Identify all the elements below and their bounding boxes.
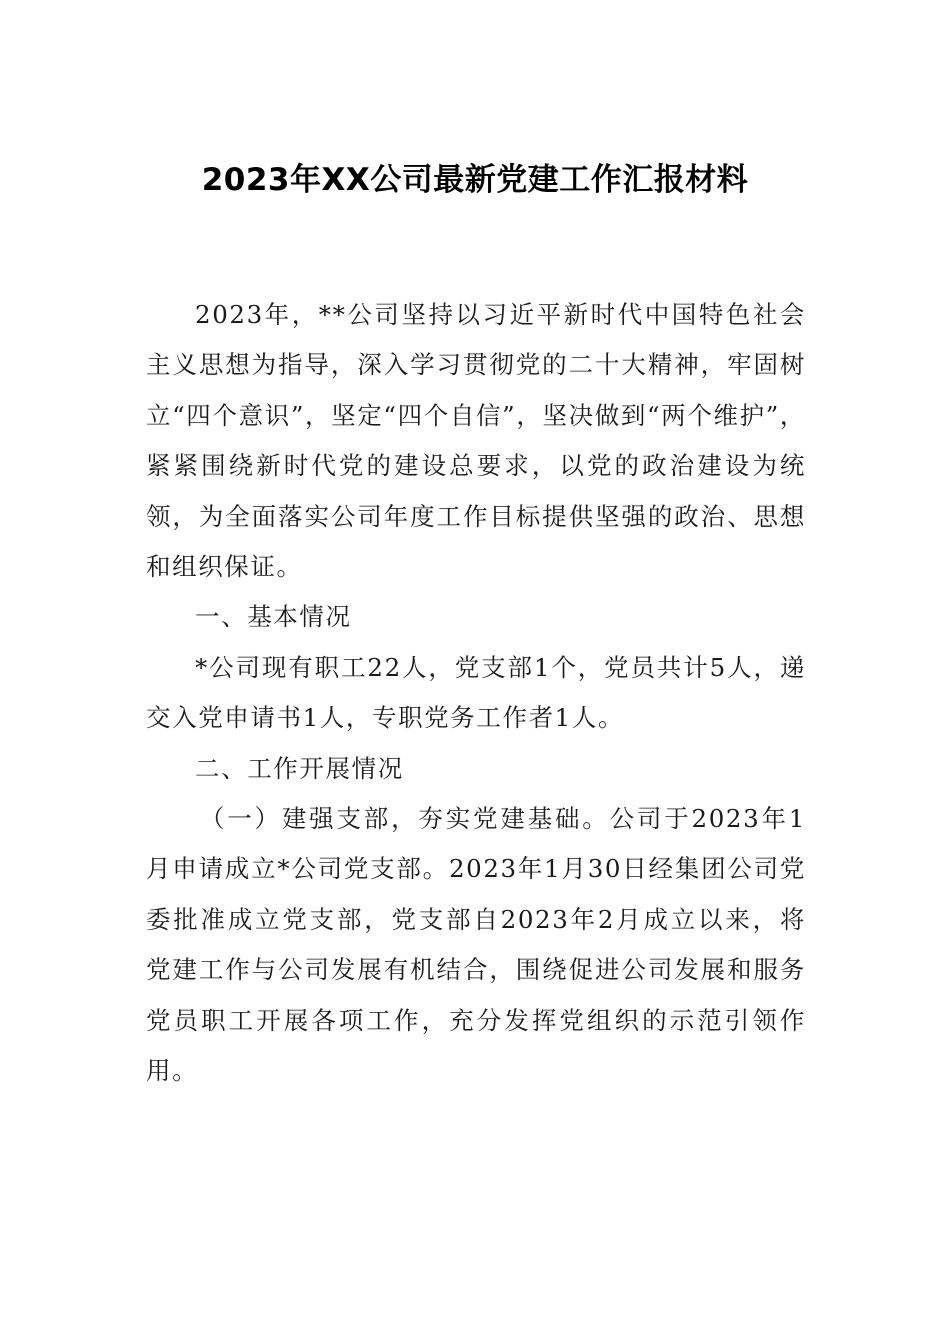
document-body bbox=[146, 290, 806, 1097]
section-heading-work-progress: 二、工作开展情况 bbox=[195, 753, 404, 783]
intro-paragraph: 2023年，**公司坚持以习近平新时代中国特色社会主义思想为指导，深入学习贯彻党的二十大精神，牢固树立“四个意识”，坚定“四个自信”，坚决做到“两个维护”，紧紧围绕新时代党的建设总要求，以党的政治建设为统领，为全面落实公司年度工作目标提供坚强的政治、思想和组织保证。 bbox=[146, 300, 806, 582]
basic-situation-paragraph: *公司现有职工22人，党支部1个，党员共计5人，递交入党申请书1人，专职党务工作者1人。 bbox=[146, 652, 806, 733]
section-heading-basic-situation: 一、基本情况 bbox=[195, 602, 352, 632]
document-title: 2023年XX公司最新党建工作汇报材料 bbox=[201, 162, 749, 198]
work-progress-paragraph: （一）建强支部，夯实党建基础。公司于2023年1月申请成立*公司党支部。2023年1月30日经集团公司党委批准成立党支部，党支部自2023年2月成立以来，将党建工作与公司发展有机结合，围绕促进公司发展和服务党员职工开展各项工作，充分发挥党组织的示范引领作用。 bbox=[146, 804, 806, 1086]
